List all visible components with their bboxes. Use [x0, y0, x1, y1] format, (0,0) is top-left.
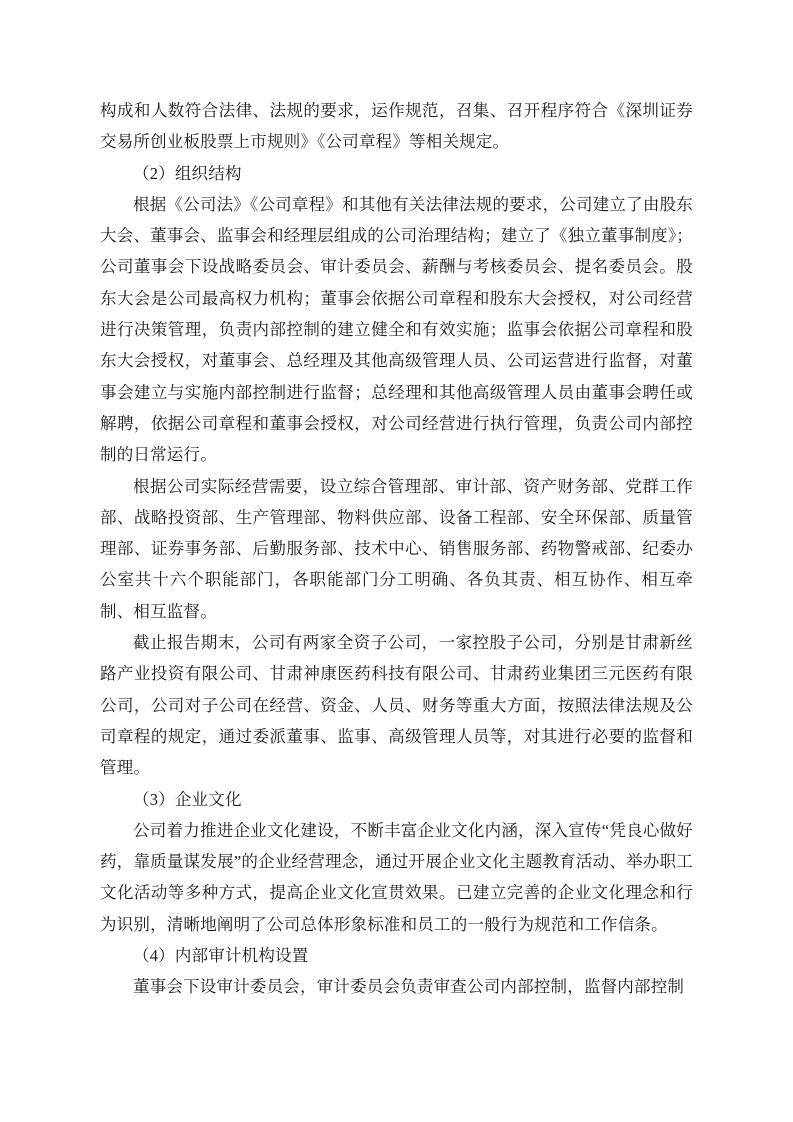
section-heading-4-internal-audit-setup: （4）内部审计机构设置: [133, 946, 309, 966]
section-heading-3-corporate-culture: （3）企业文化: [133, 789, 242, 809]
paragraph-continuation: 构成和人数符合法律、法规的要求，运作规范，召集、召开程序符合《深圳证券交易所创业板股票上市规则》《公司章程》等相关规定。: [100, 101, 693, 152]
paragraph-governance-structure: 根据《公司法》《公司章程》和其他有关法律法规的要求，公司建立了由股东大会、董事会、监事会和经理层组成的公司治理结构；建立了《独立董事制度》；公司董事会下设战略委员会、审计委员会、薪酬与考核委员会、提名委员会。股东大会是公司最高权力机构；董事会依据公司章程和股东大会授权，对公司经营进行决策管理，负责内部控制的建立健全和有效实施；监事会依据公司章程和股东大会授权，对董事会、总经理及其他高级管理人员、公司运营进行监督，对董事会建立与实施内部控制进行监督；总经理和其他高级管理人员由董事会聘任或解聘，依据公司章程和董事会授权，对公司经营进行执行管理，负责公司内部控制的日常运行。: [100, 194, 693, 465]
paragraph-functional-departments: 根据公司实际经营需要，设立综合管理部、审计部、资产财务部、党群工作部、战略投资部、生产管理部、物料供应部、设备工程部、安全环保部、质量管理部、证券事务部、后勤服务部、技术中心、销售服务部、药物警戒部、纪委办公室共十六个职能部门，各职能部门分工明确、各负其责、相互协作、相互牵制、相互监督。: [100, 476, 693, 621]
section-heading-2-organization-structure: （2）组织结构: [133, 163, 242, 183]
document-body: [100, 95, 693, 1003]
paragraph-subsidiaries: 截止报告期末，公司有两家全资子公司，一家控股子公司，分别是甘肃新丝路产业投资有限公司、甘肃神康医药科技有限公司、甘肃药业集团三元医药有限公司，公司对子公司在经营、资金、人员、财务等重大方面，按照法律法规及公司章程的规定，通过委派董事、监事、高级管理人员等，对其进行必要的监督和管理。: [100, 633, 693, 778]
paragraph-internal-audit: 董事会下设审计委员会，审计委员会负责审查公司内部控制，监督内部控制: [133, 977, 685, 997]
paragraph-corporate-culture: 公司着力推进企业文化建设，不断丰富企业文化内涵，深入宣传“凭良心做好药，靠质量谋发展”的企业经营理念，通过开展企业文化主题教育活动、举办职工文化活动等多种方式，提高企业文化宣贯效果。已建立完善的企业文化理念和行为识别，清晰地阐明了公司总体形象标准和员工的一般行为规范和工作信条。: [100, 820, 693, 934]
